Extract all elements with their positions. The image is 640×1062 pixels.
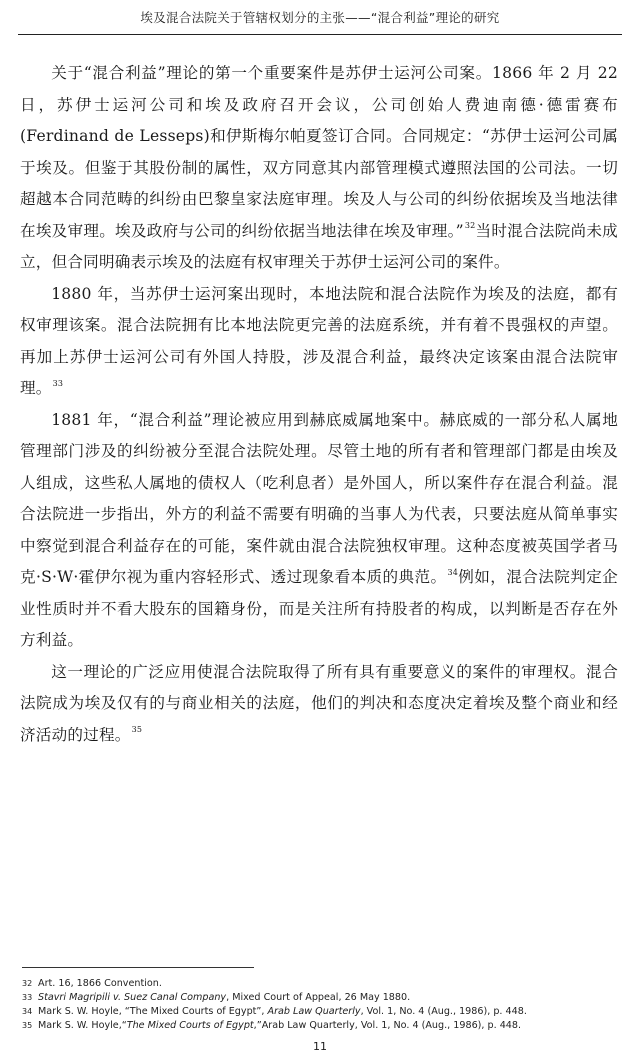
- paragraph-1-text: 关于“混合利益”理论的第一个重要案件是苏伊士运河公司案。1866 年 2 月 22 日，苏伊士运河公司和埃及政府召开会议，公司创始人费迪南德·德雷赛布(Ferdinand de Lesseps)和伊斯梅尔帕夏签订合同。合同规定：“苏伊士运河公司属于埃及。但鉴于其股份制的属性，双方同意其内部管理模式遵照法国的公司法。一切超越本合同范畴的纠纷由巴黎皇家法庭审理。埃及人与公司的纠纷依据埃及当地法律在埃及审理。埃及政府与公司的纠纷依据当地法律在埃及审理。”: [20, 64, 618, 240]
- footnote-ref-34[interactable]: 34: [447, 567, 459, 577]
- footnote-case-title: Stavri Magripili v. Suez Canal Company: [38, 992, 227, 1003]
- paragraph-1-tail: 当时混合法院尚未成立，但合同明确表示埃及的法庭有权审理关于苏伊士运河公司的案件。: [20, 221, 618, 271]
- page-number: 11: [313, 1040, 327, 1053]
- footnote-number: 33: [22, 993, 33, 1002]
- footnote-35: [22, 1019, 622, 1033]
- running-header: 埃及混合法院关于管辖权划分的主张——“混合利益”理论的研究: [140, 10, 500, 25]
- footnote-text: , Vol. 1, No. 4 (Aug., 1986), p. 448.: [360, 1006, 527, 1017]
- footnote-text: , Mixed Court of Appeal, 26 May 1880.: [226, 992, 411, 1003]
- paragraph-2-text: 1880 年，当苏伊士运河案出现时，本地法院和混合法院作为埃及的法庭，都有权审理该案。混合法院拥有比本地法院更完善的法庭系统，并有着不畏强权的声望。再加上苏伊士运河公司有外国人持股，涉及混合利益，最终决定该案由混合法院审理。: [20, 284, 618, 397]
- footnote-text-pre: Mark S. W. Hoyle, “The Mixed Courts of Egypt”,: [38, 1006, 268, 1017]
- paragraph-3-tail: 例如，混合法院判定企业性质时并不看大股东的国籍身份，而是关注所有持股者的构成，以判断是否存在外方利益。: [20, 568, 618, 649]
- footnote-ref-35[interactable]: 35: [131, 725, 143, 735]
- footnote-32: [22, 977, 622, 991]
- paragraph-4-text: 这一理论的广泛应用使混合法院取得了所有具有重要意义的案件的审理权。混合法院成为埃及仅有的与商业相关的法庭，他们的判决和态度决定着埃及整个商业和经济活动的过程。: [20, 662, 618, 744]
- paragraph-2: [20, 279, 618, 405]
- paragraph-1: [20, 58, 618, 279]
- footnote-separator: [22, 967, 254, 968]
- body-text: [20, 58, 618, 751]
- footnote-number: 32: [22, 979, 33, 988]
- paragraph-3: [20, 405, 618, 657]
- paragraph-3-text: 1881 年，“混合利益”理论被应用到赫底威属地案中。赫底威的一部分私人属地管理部门涉及的纠纷被分至混合法院处理。尽管土地的所有者和管理部门都是由埃及人组成，这些私人属地的债权人（吃利息者）是外国人，所以案件存在混合利益。混合法院进一步指出，外方的利益不需要有明确的当事人为代表，只要法庭从简单事实中察觉到混合利益存在的可能，案件就由混合法院独权审理。这种态度被英国学者马克·S·W·霍伊尔视为重内容轻形式、透过现象看本质的典范。: [20, 410, 618, 586]
- footnote-article-title: The Mixed Courts of Egypt: [126, 1020, 254, 1031]
- footnote-ref-32[interactable]: 32: [464, 221, 476, 231]
- footnote-text-pre: Mark S. W. Hoyle,“: [38, 1020, 127, 1031]
- footnote-text: Art. 16, 1866 Convention.: [38, 978, 162, 989]
- header-rule: [18, 34, 622, 35]
- footnote-journal: Arab Law Quarterly: [267, 1006, 361, 1017]
- footnotes: [22, 977, 622, 1033]
- footnote-text: ,”Arab Law Quarterly, Vol. 1, No. 4 (Aug., 1986), p. 448.: [253, 1020, 522, 1031]
- footnote-34: [22, 1005, 622, 1019]
- footnote-number: 35: [22, 1021, 33, 1030]
- footnote-ref-33[interactable]: 33: [52, 378, 64, 388]
- footnote-33: [22, 991, 622, 1005]
- footnote-number: 34: [22, 1007, 33, 1016]
- paragraph-4: [20, 657, 618, 752]
